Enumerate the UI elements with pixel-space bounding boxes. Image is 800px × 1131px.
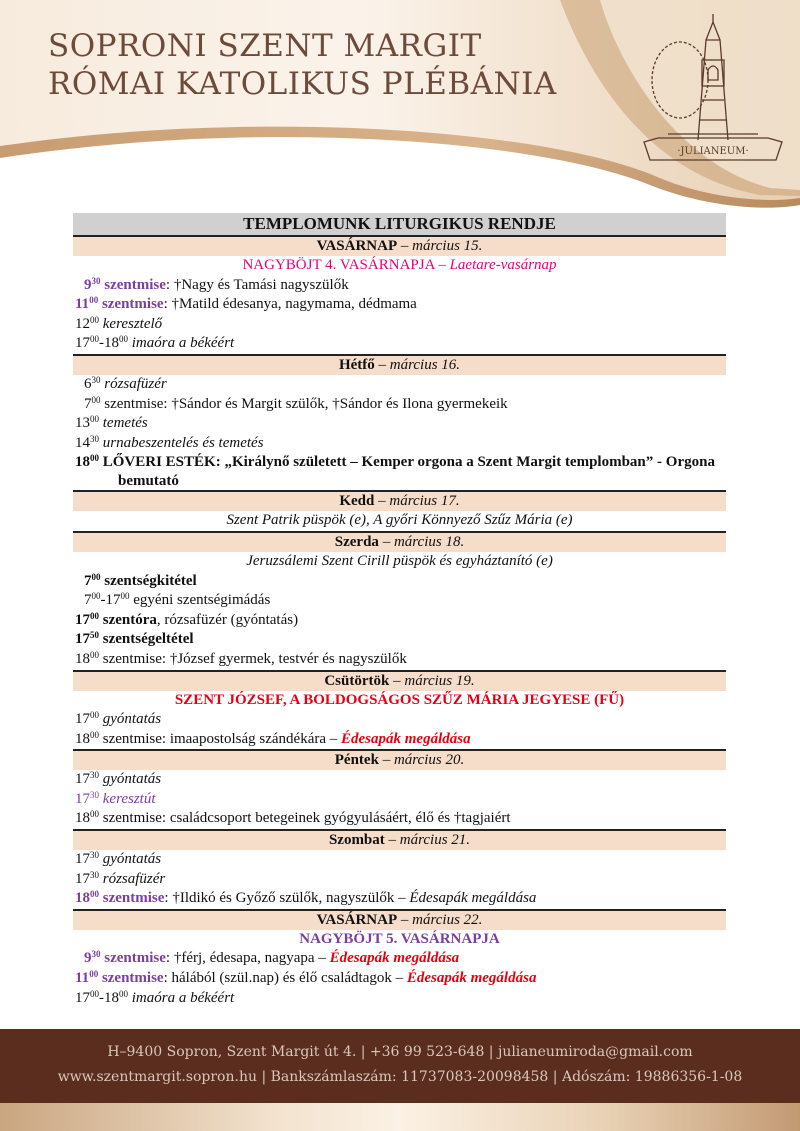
schedule-row: $17^{00}-18^{00}$ imaóra a békéért — [75, 988, 235, 1006]
day-header-monday: Hétfő – március 16. — [73, 354, 726, 375]
schedule-row: $6^{30}$ rózsafüzér — [84, 374, 167, 392]
feast-line: SZENT JÓZSEF, A BOLDOGSÁGOS SZŰZ MÁRIA JEGYESE (FŰ) — [174, 691, 625, 708]
julianeum-tower-logo — [628, 10, 798, 180]
schedule-row: $11^{00}$ szentmise: hálából (szül.nap) és élő családtagok – Édesapák megáldása — [75, 969, 537, 987]
schedule-row: $17^{00}$ szentóra, rózsafüzér (gyóntatás) — [75, 610, 299, 628]
schedule-row: $18^{00}$ szentmise: †József gyermek, testvér és nagyszülők — [75, 649, 407, 667]
parish-name-line1: SOPRONI SZENT MARGIT — [48, 28, 482, 64]
schedule-row: $18^{00}$ szentmise: †Ildikó és Győző szülők, nagyszülők – Édesapák megáldása — [75, 889, 537, 907]
day-header-tuesday: Kedd – március 17. — [73, 490, 726, 511]
schedule-row-concert: $18^{00}$ LŐVERI ESTÉK: „Királynő született – Kemper orgona a Szent Margit templomban” - Orgona bemutató — [75, 453, 715, 489]
schedule-row: $17^{50}$ szentségeltétel — [75, 630, 194, 648]
schedule-row: $17^{30}$ keresztút — [75, 789, 156, 807]
feast-line: Jeruzsálemi Szent Cirill püspök és egyháztanító (e) — [246, 552, 553, 569]
footer-bank-line: www.szentmargit.sopron.hu | Bankszámlaszám: 11737083-20098458 | Adószám: 19886356-1-08 — [57, 1069, 743, 1085]
schedule-row: $7^{00}$ szentmise: †Sándor és Margit szülők, †Sándor és Ilona gyermekeik — [84, 394, 508, 412]
schedule-row: $9^{30}$ szentmise: †férj, édesapa, nagyapa – Édesapák megáldása — [84, 949, 460, 967]
schedule-row: $12^{00}$ keresztelő — [75, 314, 163, 332]
schedule-row: $17^{30}$ gyóntatás — [75, 850, 162, 868]
schedule-row: $17^{30}$ rózsafüzér — [75, 869, 166, 887]
schedule-row: $18^{00}$ szentmise: imaapostolság szándékára – Édesapák megáldása — [75, 729, 471, 747]
day-header-friday: Péntek – március 20. — [73, 749, 726, 770]
schedule-row: $18^{00}$ szentmise: családcsoport betegeinek gyógyulásáért, élő és †tagjaiért — [75, 809, 511, 827]
day-header-sunday-22: VASÁRNAP – március 22. — [73, 909, 726, 930]
day-header-thursday: Csütörtök – március 19. — [73, 670, 726, 691]
schedule-row: $17^{00}-18^{00}$ imaóra a békéért — [75, 334, 235, 352]
schedule-title: TEMPLOMUNK LITURGIKUS RENDJE — [73, 213, 726, 237]
day-header-saturday: Szombat – március 21. — [73, 829, 726, 850]
day-header-wednesday: Szerda – március 18. — [73, 531, 726, 552]
footer — [0, 1029, 800, 1103]
feast-line: Szent Patrik püspök (e), A győri Könnyező Szűz Mária (e) — [226, 512, 573, 529]
schedule-row: $17^{00}$ gyóntatás — [75, 710, 162, 728]
footer-contact-line: H–9400 Sopron, Szent Margit út 4. | +36 99 523-648 | julianeumiroda@gmail.com — [107, 1044, 693, 1060]
schedule-row: $7^{00}$ szentségkitétel — [84, 571, 197, 589]
feast-line: NAGYBÖJT 5. VASÁRNAPJA — [299, 930, 500, 947]
schedule-row: $17^{30}$ gyóntatás — [75, 770, 162, 788]
schedule-row: $11^{00}$ szentmise: †Matild édesanya, nagymama, dédmama — [75, 295, 417, 313]
day-header-sunday-15: VASÁRNAP – március 15. — [73, 237, 726, 256]
schedule-row: $13^{00}$ temetés — [75, 414, 148, 432]
schedule-row: $9^{30}$ szentmise: †Nagy és Tamási nagyszülők — [84, 275, 349, 293]
footer-decorative-strip — [0, 1103, 800, 1131]
schedule-row: $7^{00}-17^{00}$ egyéni szentségimádás — [84, 591, 271, 609]
feast-line: NAGYBÖJT 4. VASÁRNAPJA – Laetare-vasárnap — [242, 257, 557, 273]
liturgical-schedule — [73, 213, 726, 1008]
parish-name-line2: RÓMAI KATOLIKUS PLÉBÁNIA — [48, 66, 557, 102]
schedule-row: $14^{30}$ urnabeszentelés és temetés — [75, 433, 264, 451]
logo-text: ·JULIANEUM· — [677, 146, 749, 157]
